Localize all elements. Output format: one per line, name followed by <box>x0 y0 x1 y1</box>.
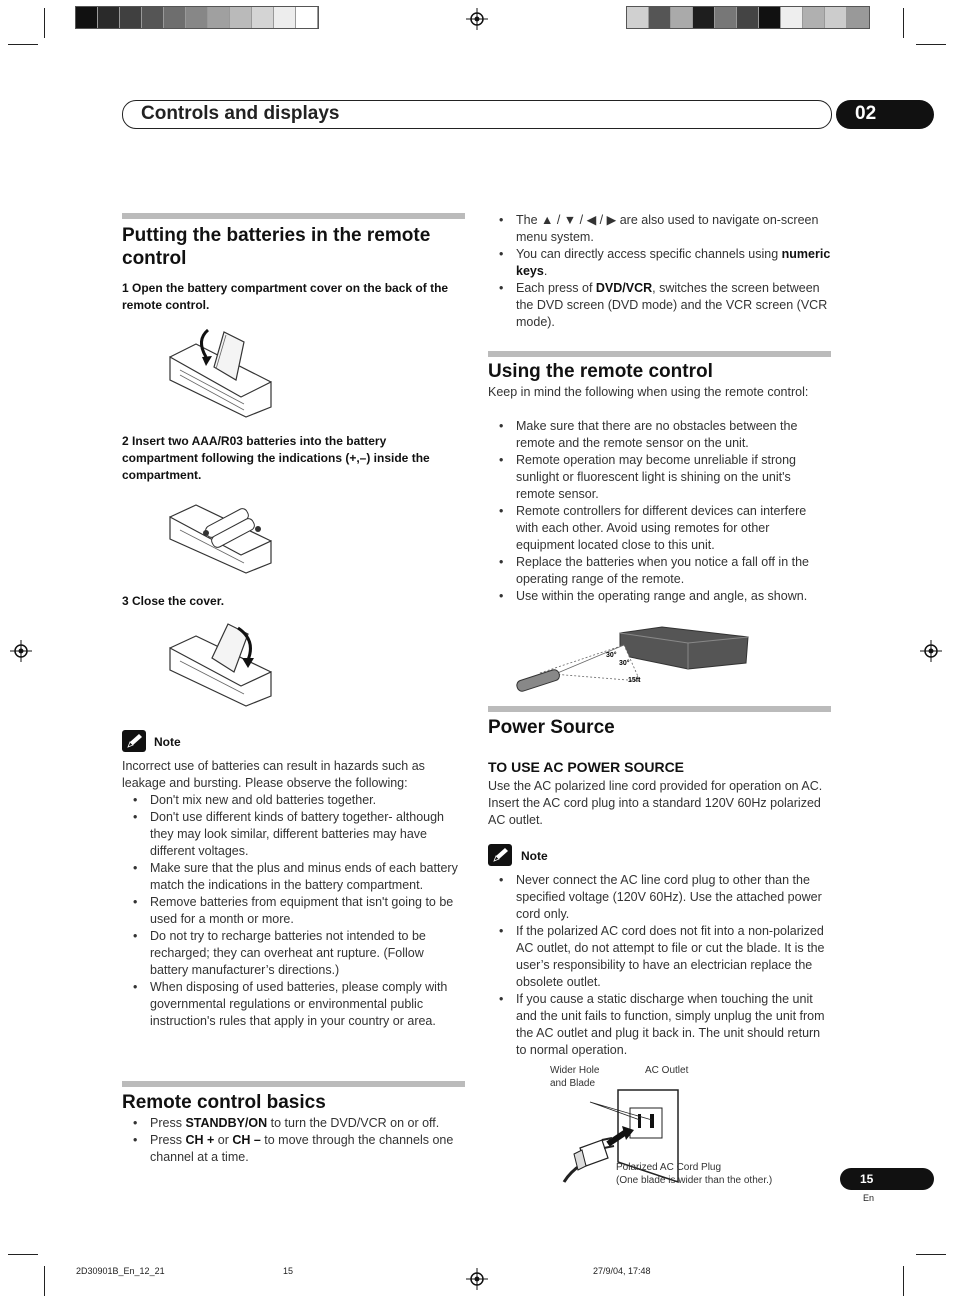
battery-step-2: 2 Insert two AAA/R03 batteries into the battery compartment following the indications (+,–) inside the compartment. <box>122 434 430 482</box>
operating-range-illustration <box>512 625 782 695</box>
list-item: • Never connect the AC line cord plug to other than the specified voltage (120V 60Hz). Use the attached power cord only. <box>488 872 831 923</box>
color-bar-left <box>75 6 319 29</box>
list-item: • Make sure that there are no obstacles between the remote and the remote sensor on the unit. <box>488 418 831 452</box>
note-label: Note <box>521 849 548 863</box>
list-item: • Remote operation may become unreliable if strong sunlight or fluorescent light is shining on the unit's remote sensor. <box>488 452 831 503</box>
list-item: • Remove batteries from equipment that isn't going to be used for a month or more. <box>122 894 465 928</box>
footer-page: 15 <box>283 1266 294 1276</box>
color-swatch <box>252 7 274 28</box>
language-label: En <box>863 1193 875 1203</box>
remote-close-cover-illustration <box>166 618 276 708</box>
color-swatch <box>76 7 98 28</box>
section-divider <box>488 706 831 712</box>
list-item: • If the polarized AC cord does not fit into a non-polarized AC outlet, do not attempt to file or cut the blade. It is the user’s responsibility to have an electrician replace the obsolete outlet. <box>488 923 831 991</box>
section-divider <box>122 1081 465 1087</box>
section-divider <box>122 213 465 219</box>
battery-step-3: 3 Close the cover. <box>122 594 225 608</box>
chapter-number: 02 <box>855 103 877 124</box>
color-swatch <box>671 7 693 28</box>
list-item: • If you cause a static discharge when touching the unit and the unit fails to function, simply unplug the unit from the AC outlet and plug it back in. The unit should return to normal operation. <box>488 991 831 1059</box>
chapter-title: Controls and displays <box>141 103 340 124</box>
navigation-tips-list <box>488 212 831 331</box>
color-swatch <box>120 7 142 28</box>
using-title: Using the remote control <box>488 361 713 382</box>
distance-label: 15ft <box>628 677 641 684</box>
color-swatch <box>649 7 671 28</box>
list-item: • Press CH + or CH – to move through the channels one channel at a time. <box>122 1132 465 1166</box>
color-swatch <box>715 7 737 28</box>
page-number: 15 <box>860 1172 874 1186</box>
battery-precautions-list <box>122 792 465 1030</box>
color-swatch <box>759 7 781 28</box>
note-label: Note <box>154 735 181 749</box>
list-item: • Don't use different kinds of battery together- although they may look similar, different batteries may have different voltages. <box>122 809 465 860</box>
list-item: • Make sure that the plus and minus ends of each battery match the indications in the battery compartment. <box>122 860 465 894</box>
battery-step-1: 1 Open the battery compartment cover on the back of the remote control. <box>122 281 449 312</box>
color-swatch <box>693 7 715 28</box>
label-wider-hole: Wider Hole and Blade <box>550 1065 600 1089</box>
batteries-title: Putting the batteries in the remote control <box>122 225 431 269</box>
color-swatch <box>186 7 208 28</box>
list-item: • Press STANDBY/ON to turn the DVD/VCR on or off. <box>122 1115 465 1132</box>
color-swatch <box>274 7 296 28</box>
color-swatch <box>208 7 230 28</box>
power-subtitle: TO USE AC POWER SOURCE <box>488 759 685 775</box>
list-item: • The ▲ / ▼ / ◀ / ▶ are also used to navigate on-screen menu system. <box>488 212 831 246</box>
color-swatch <box>164 7 186 28</box>
note-pencil-icon <box>122 730 146 752</box>
basics-list <box>122 1115 465 1166</box>
registration-mark-left <box>10 640 32 662</box>
list-item: • Replace the batteries when you notice a fall off in the operating range of the remote. <box>488 554 831 588</box>
note-pencil-icon <box>488 844 512 866</box>
power-notes-list <box>488 872 831 1059</box>
color-swatch <box>825 7 847 28</box>
list-item: • You can directly access specific channels using numeric keys. <box>488 246 831 280</box>
list-item: • When disposing of used batteries, please comply with governmental regulations or environmental public instruction's rules that apply in your country or area. <box>122 979 465 1030</box>
page-number-badge <box>840 1168 934 1190</box>
list-item: • Do not try to recharge batteries not intended to be recharged; they can overheat ant rupture. (Follow battery manufacturer’s directions.) <box>122 928 465 979</box>
power-text: Use the AC polarized line cord provided for operation on AC. Insert the AC cord plug into a standard 120V 60Hz polarized AC outlet. <box>488 779 823 827</box>
list-item: • Use within the operating range and angle, as shown. <box>488 588 831 605</box>
registration-mark-bottom <box>466 1268 488 1290</box>
label-polarized-plug: Polarized AC Cord Plug (One blade is wider than the other.) <box>616 1162 773 1186</box>
list-item: • Remote controllers for different devices can interfere with each other. Avoid using remotes for other equipment located close to this unit. <box>488 503 831 554</box>
color-bar-right <box>626 6 870 29</box>
angle-label: 30° <box>606 652 617 659</box>
color-swatch <box>847 7 869 28</box>
color-swatch <box>627 7 649 28</box>
footer-datetime: 27/9/04, 17:48 <box>593 1266 651 1276</box>
using-list <box>488 418 831 605</box>
list-item: • Each press of DVD/VCR, switches the screen between the DVD screen (DVD mode) and the VCR screen (VCR mode). <box>488 280 831 331</box>
label-ac-outlet: AC Outlet <box>645 1065 689 1076</box>
angle-label: 30° <box>619 660 630 667</box>
footer-doc-code: 2D30901B_En_12_21 <box>76 1266 165 1276</box>
chapter-header <box>122 100 832 129</box>
remote-insert-batteries-illustration <box>166 497 276 577</box>
using-intro: Keep in mind the following when using the remote control: <box>488 385 809 399</box>
note-intro: Incorrect use of batteries can result in hazards such as leakage and bursting. Please observe the following: <box>122 759 425 790</box>
color-swatch <box>230 7 252 28</box>
color-swatch <box>737 7 759 28</box>
basics-title: Remote control basics <box>122 1092 326 1113</box>
color-swatch <box>98 7 120 28</box>
chapter-number-badge <box>836 100 934 129</box>
color-swatch <box>142 7 164 28</box>
registration-mark-right <box>920 640 942 662</box>
registration-mark-top <box>466 8 488 30</box>
color-swatch <box>296 7 318 28</box>
color-swatch <box>803 7 825 28</box>
list-item: • Don't mix new and old batteries together. <box>122 792 465 809</box>
color-swatch <box>781 7 803 28</box>
remote-open-cover-illustration <box>166 322 276 422</box>
power-title: Power Source <box>488 717 615 738</box>
section-divider <box>488 351 831 357</box>
